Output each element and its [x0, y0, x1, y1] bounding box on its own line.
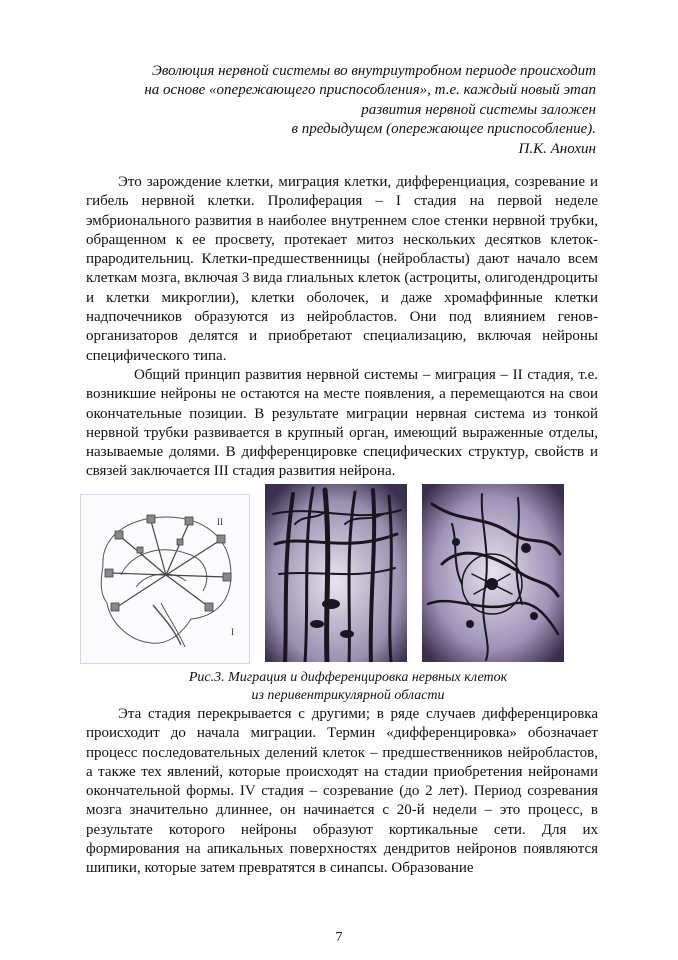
body-text-bottom: [86, 705, 598, 879]
diagram-label-ii: II: [217, 517, 223, 527]
epigraph: [100, 62, 596, 159]
radial-glia-micrograph: [265, 484, 407, 662]
figure-caption: [100, 669, 596, 705]
caption-line: из перивентрикулярной области: [251, 688, 445, 703]
caption-line: Рис.3. Миграция и дифференцировка нервных клеток: [188, 670, 508, 685]
body-text-top: [86, 173, 598, 482]
epigraph-line: Эволюция нервной системы во внутриутробном периоде происходит: [152, 63, 596, 79]
epigraph-line: на основе «опережающего приспособления», т.е. каждый новый этап: [144, 82, 596, 99]
figure: [0, 478, 678, 668]
diagram-label-i: I: [231, 627, 234, 637]
page-number: 7: [335, 930, 343, 945]
paragraph: Общий принцип развития нервной системы – миграция – II стадия, т.е. возникшие нейроны не остаются на месте появления, а перемещаются на свои окончательные позиции. В результате миграции нервная система из тонкой нервной трубки развивается в крупный орган, имеющий выраженные отделы, называемые долями. В дифференцировке специфических структур, свойств и связей заключается III стадия развития нейрона.: [86, 366, 598, 480]
paragraph: Это зарождение клетки, миграция клетки, дифференциация, созревание и гибель нервной клетки. Пролиферация – I стадия на первой неделе эмбрионального развития в наиболее внутреннем слое стенки нервной трубки, обращенном к ее просвету, протекает митоз нескольких десятков клеток-прародительниц. Клетки-предшественницы (нейробласты) дают начало всем клеткам мозга, включая 3 вида глиальных клеток (астроциты, олигодендроциты и клетки микроглии), клетки оболочек, и даже хромаффинные клетки надпочечников образуются из нейробластов. Они под влиянием генов-организаторов делятся и приобретают специализацию, включая нейроны специфического типа.: [86, 174, 598, 364]
epigraph-author: П.К. Анохин: [518, 140, 596, 157]
epigraph-line: развития нервной системы заложен: [361, 101, 596, 118]
brain-migration-diagram: [80, 494, 250, 664]
epigraph-line: в предыдущем (опережающее приспособление).: [291, 121, 596, 138]
neuron-network-micrograph: [422, 484, 564, 662]
paragraph: Эта стадия перекрывается с другими; в ряде случаев дифференцировка происходит до начала миграции. Термин «дифференцировка» обозначает процесс последовательных делений клеток – предшественников нейробластов, а также тех явлений, которые происходят на стадии приобретения нейронами окончательной формы. IV стадия – созревание (до 2 лет). Период созревания мозга значительно длиннее, он начинается с 20-й недели – это процесс, в результате которого нейроны образуют кортикальные сети. Для их формирования на апикальных поверхностях дендритов нейронов появляются шипики, которые затем превратятся в синапсы. Образование: [86, 706, 598, 877]
